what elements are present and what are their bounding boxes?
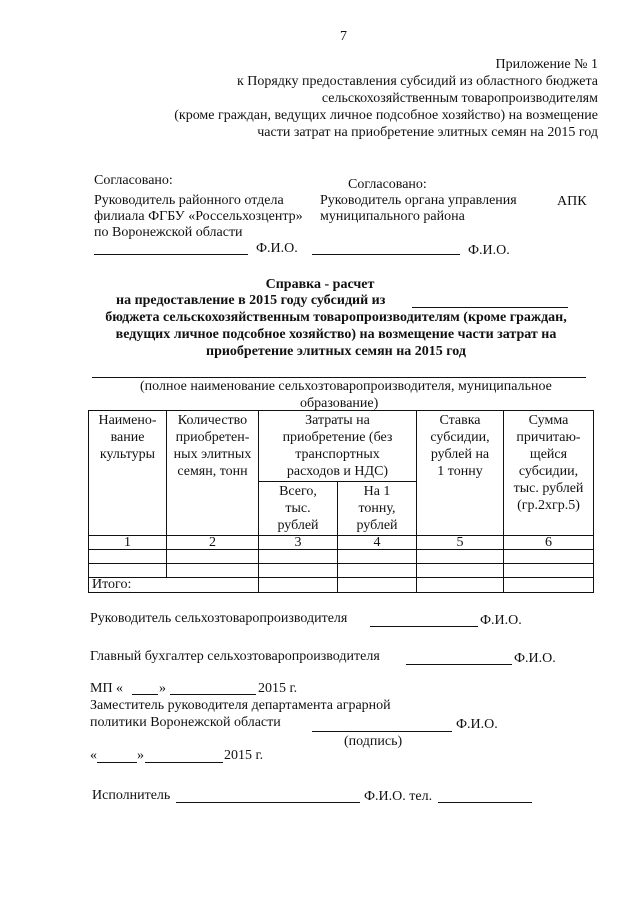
stamp-day-line [132,694,158,695]
heading-line: ведущих личное подсобное хозяйство) на возмещение части затрат на [115,327,557,342]
signature-caption: (подпись) [344,734,403,749]
stamp-date-prefix: МП « [90,681,124,696]
col-header-total-cost [259,482,338,536]
header-text: тыс. рублей [513,481,584,496]
total-row [89,578,594,593]
col-header-rate [417,411,504,536]
left-signature-line [94,254,248,255]
header-text: Затраты на [305,413,370,428]
table-row [89,550,594,564]
appendix-line: (кроме граждан, ведущих личное подсобное хозяйство) на возмещение [174,108,598,123]
deputy-signature-line [312,731,452,732]
table-cell [417,550,504,564]
header-text: Наимено- [98,413,157,428]
table-cell [259,550,338,564]
date-prefix: « [90,748,97,763]
executor-phone-line [438,802,532,803]
column-number: 3 [259,536,338,550]
stamp-date-mid: » [159,681,166,696]
approval-left-position: Руководитель районного отдела [94,193,284,208]
table-cell [338,550,417,564]
header-text: субсидии, [430,430,490,445]
approval-left-region: по Воронежской области [94,225,243,240]
header-text: тонну, [358,501,396,516]
header-text: щейся [529,447,568,462]
stamp-date-year: 2015 г. [258,681,298,696]
deputy-fio: Ф.И.О. [456,717,498,732]
total-label: Итого: [89,578,259,593]
appendix-line: сельскохозяйственным товаропроизводителям [321,91,598,106]
approval-right-org: муниципального района [320,209,465,224]
header-text: культуры [99,447,156,462]
header-text: рублей [277,518,319,533]
column-number: 4 [338,536,417,550]
header-text: транспортных [295,447,380,462]
table-cell [417,564,504,578]
table-cell [259,564,338,578]
executor-fio: Ф.И.О. тел. [364,789,433,804]
page-number: 7 [340,29,347,44]
header-text: вание [110,430,145,445]
date-mid: » [137,748,144,763]
table-cell [89,564,167,578]
approval-left-org: филиала ФГБУ «Россельхозцентр» [94,209,303,224]
header-text: рублей [356,518,398,533]
header-text: приобретение (без [282,430,393,445]
header-text: субсидии, [518,464,579,479]
table-cell [504,578,594,593]
col-header-cost-per-ton [338,482,417,536]
header-text: ных элитных [173,447,252,462]
header-text: (гр.2хгр.5) [517,498,580,513]
col-header-quantity [167,411,259,536]
approval-left-label: Согласовано: [94,173,173,188]
budget-blank-line [412,307,568,308]
col-header-amount [504,411,594,536]
table-cell [504,550,594,564]
deputy-label-cont: политики Воронежской области [90,715,281,730]
approval-left-fio: Ф.И.О. [256,241,298,256]
column-number: 6 [504,536,594,550]
header-text: Количество [177,413,248,428]
approval-right-fio: Ф.И.О. [468,243,510,258]
header-text: тыс. [285,501,311,516]
heading-line: бюджета сельскохозяйственным товаропроизводителям (кроме граждан, [105,310,567,325]
heading-title: Справка - расчет [265,277,375,292]
column-number: 1 [89,536,167,550]
col-header-crop [89,411,167,536]
date-year: 2015 г. [224,748,264,763]
header-text: Всего, [279,484,317,499]
deputy-label: Заместитель руководителя департамента аграрной [90,698,391,713]
approval-apk: АПК [557,194,587,209]
approval-right-label: Согласовано: [348,177,427,192]
head-fio: Ф.И.О. [480,613,522,628]
head-signature-line [370,626,478,627]
head-label: Руководитель сельхозтоваропроизводителя [90,611,348,626]
appendix-title: Приложение № 1 [495,57,598,72]
right-signature-line [312,254,460,255]
accountant-signature-line [406,664,512,665]
header-text: Ставка [439,413,481,428]
accountant-fio: Ф.И.О. [514,651,556,666]
header-text: приобретен- [175,430,250,445]
table-row [89,564,594,578]
header-text: расходов и НДС) [286,464,389,479]
approval-right-position: Руководитель органа управления [320,193,517,208]
column-number: 2 [167,536,259,550]
header-text: На 1 [363,484,391,499]
table-cell [338,564,417,578]
appendix-line: части затрат на приобретение элитных семян на 2015 год [257,125,598,140]
stamp-month-line [170,694,256,695]
table-cell [167,564,259,578]
table-cell [167,550,259,564]
table-cell [89,550,167,564]
calculation-table [88,410,594,593]
producer-caption-cont: образование) [300,396,379,411]
table-cell [259,578,338,593]
column-number-row [89,536,594,550]
heading-line: на предоставление в 2015 году субсидий из [116,293,386,308]
executor-label: Исполнитель [92,788,171,803]
col-header-costs [259,411,417,482]
table-cell [504,564,594,578]
heading-line: приобретение элитных семян на 2015 год [206,344,466,359]
header-text: семян, тонн [177,464,248,479]
header-text: 1 тонну [437,464,483,479]
header-text: рублей на [430,447,490,462]
header-text: причитаю- [516,430,581,445]
header-text: Сумма [528,413,569,428]
column-number: 5 [417,536,504,550]
date-month-line [145,762,223,763]
executor-name-line [176,802,360,803]
appendix-line: к Порядку предоставления субсидий из областного бюджета [236,74,598,89]
table-cell [417,578,504,593]
table-cell [338,578,417,593]
accountant-label: Главный бухгалтер сельхозтоваропроизводителя [90,649,380,664]
date-day-line [97,762,137,763]
producer-caption: (полное наименование сельхозтоваропроизводителя, муниципальное [140,379,552,394]
